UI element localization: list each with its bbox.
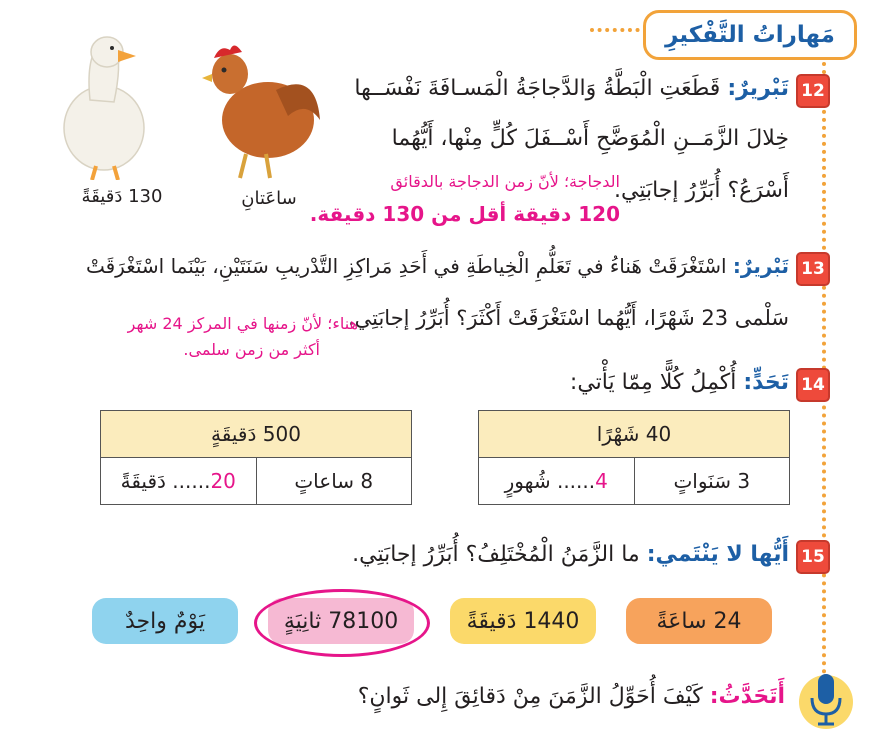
- q14-keyword: تَحَدٍّ:: [743, 370, 789, 395]
- section-title: مَهاراتُ التَّفْكيرِ: [665, 22, 835, 48]
- q15-keyword: أَيُّها لا يَنْتَمي:: [646, 542, 789, 567]
- table-months-answer: 4: [595, 469, 608, 493]
- q12-text-1: قَطَعَتِ الْبَطَّةُ وَالدَّجاجَةُ الْمَسـافَةَ نَفْسَــها: [354, 76, 721, 101]
- selected-answer-circle: [254, 589, 430, 657]
- table-minutes-answer-cell[interactable]: 20...... دَقيقَةً: [101, 458, 257, 505]
- q13-text-1: اسْتَغْرَقَتْ هَناءُ في تَعَلُّمِ الْخِياطَةِ في أَحَدِ مَراكِزِ التَّدْريبِ سَنَتَيْنِ، بَيْنَما اسْتَغْرَقَتْ: [85, 254, 727, 278]
- q12-line-1: [329, 78, 789, 100]
- q13-text-2: سَلْمى 23 شَهْرًا، أَيُّهُما اسْتَغْرَقَتْ أَكْثَرَ؟ أُبَرِّرُ إجابَتِي.: [347, 306, 789, 330]
- q13-line-2: [347, 306, 789, 330]
- table-months-answer-cell[interactable]: 4...... شُهورٍ: [479, 458, 635, 505]
- choice-78100-seconds[interactable]: 78100 ثانِيَةٍ: [268, 598, 414, 644]
- q15-prompt: ما الزَّمَنُ الْمُخْتَلِفُ؟ أُبَرِّرُ إجابَتِي.: [352, 542, 640, 567]
- question-number-12: 12: [796, 74, 830, 108]
- table-months-header: 40 شَهْرًا: [479, 411, 790, 458]
- hen-caption: ساعَتانِ: [241, 188, 297, 209]
- choice-24-hours[interactable]: 24 ساعَةً: [626, 598, 772, 644]
- q12-text-3: أَسْرَعُ؟ أُبَرِّرُ إجابَتِي.: [614, 178, 789, 203]
- talk-line: [325, 686, 785, 708]
- q15-line: [349, 544, 789, 566]
- choice-one-day[interactable]: يَوْمٌ واحِدٌ: [92, 598, 238, 644]
- duck-image: [52, 30, 152, 180]
- duck-caption: 130 دَقيقَةً: [81, 186, 163, 207]
- q12-line-2: [249, 128, 789, 150]
- question-number-14: 14: [796, 368, 830, 402]
- hen-image: [196, 30, 326, 180]
- q13-line-1: [39, 256, 789, 276]
- table-months-given: 3 سَنَواتٍ: [634, 458, 790, 505]
- q12-text-2: خِلالَ الزَّمَــنِ الْمُوَضَّحِ أَسْــفَلَ كُلٍّ مِنْها، أَيُّهُما: [391, 126, 789, 151]
- q14-line: [529, 372, 789, 394]
- question-number-15: 15: [796, 540, 830, 574]
- conversion-table-months: [478, 410, 790, 505]
- talk-keyword: أَتَحَدَّثُ:: [709, 684, 785, 709]
- table-minutes-given: 8 ساعاتٍ: [256, 458, 412, 505]
- q13-keyword: تَبْريرٌ:: [732, 254, 789, 278]
- q12-line-3: [599, 180, 789, 202]
- table-minutes-header: 500 دَقيقَةٍ: [101, 411, 412, 458]
- table-minutes-answer: 20: [210, 469, 236, 493]
- q12-answer-1: الدجاجة؛ لأنّ زمن الدجاجة بالدقائق: [390, 172, 620, 191]
- conversion-table-minutes: [100, 410, 412, 505]
- table-months-unit: شُهورٍ: [504, 469, 551, 493]
- choice-1440-minutes[interactable]: 1440 دَقيقَةً: [450, 598, 596, 644]
- table-minutes-unit: دَقيقَةً: [120, 469, 166, 493]
- q13-answer-2: أكثر من زمن سلمى.: [183, 340, 320, 359]
- q14-prompt: أُكْمِلُ كُلًّا مِمّا يَأْتي:: [569, 370, 737, 395]
- q12-answer-2: 120 دقيقة أقل من 130 دقيقة.: [309, 202, 620, 226]
- question-number-13: 13: [796, 252, 830, 286]
- section-title-badge: [643, 10, 857, 60]
- q12-keyword: تَبْريرٌ:: [727, 76, 789, 101]
- q13-answer-1: هناء؛ لأنّ زمنها في المركز 24 شهر: [127, 314, 358, 333]
- talk-prompt: كَيْفَ أُحَوِّلُ الزَّمَنَ مِنْ دَقائِقَ إِلى ثَوانٍ؟: [357, 684, 703, 709]
- microphone-icon: [796, 664, 856, 730]
